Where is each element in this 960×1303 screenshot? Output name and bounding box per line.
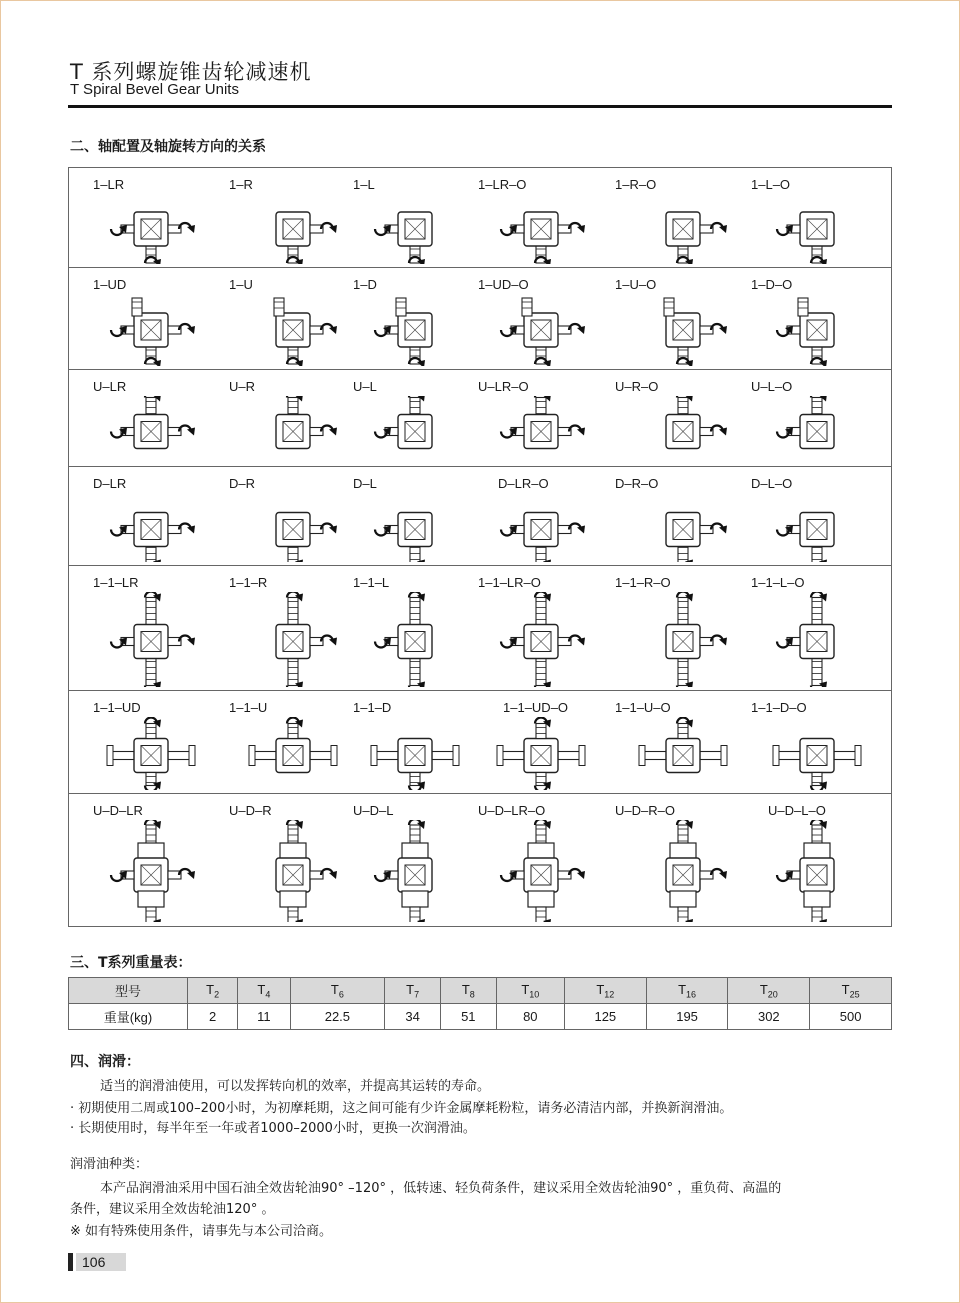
shaft-arrangement-icon bbox=[769, 820, 865, 922]
shaft-arrangement-icon bbox=[103, 493, 199, 562]
shaft-arrangement-icon bbox=[245, 592, 341, 687]
special-conditions-note: ※ 如有特殊使用条件，请事先与本公司洽商。 bbox=[70, 1224, 333, 1239]
config-label: D–LR–O bbox=[498, 476, 549, 491]
config-cell bbox=[353, 168, 483, 267]
config-label: U–D–L bbox=[353, 803, 394, 818]
weight-value-cell: 22.5 bbox=[290, 1004, 385, 1030]
config-label: 1–1–U–O bbox=[615, 700, 671, 715]
config-label: U–L bbox=[353, 379, 377, 394]
config-cell bbox=[229, 566, 359, 690]
lubrication-bullet-longterm: · 长期使用时，每半年至一年或者1000–2000小时，更换一次润滑油。 bbox=[70, 1121, 476, 1136]
config-label: 1–1–U bbox=[229, 700, 268, 715]
model-size: 8 bbox=[469, 989, 475, 1000]
oil-type-line-1: 本产品润滑油采用中国石油全效齿轮油90° –120° ，低转速、轻负荷条件，建议采用全效齿轮油90° ，重负荷、高温的 bbox=[100, 1181, 782, 1196]
config-row bbox=[69, 268, 891, 370]
model-name: T bbox=[206, 981, 215, 997]
config-label: U–D–L–O bbox=[768, 803, 826, 818]
config-cell bbox=[229, 691, 359, 793]
weight-label-cell: 重量(kg) bbox=[69, 1004, 188, 1030]
config-label: 1–1–L bbox=[353, 575, 390, 590]
weight-value-cell: 80 bbox=[496, 1004, 564, 1030]
shaft-arrangement-icon bbox=[103, 820, 199, 922]
config-cell bbox=[615, 566, 745, 690]
page-number: 106 bbox=[76, 1253, 126, 1271]
shaft-configuration-grid bbox=[68, 167, 892, 927]
config-cell bbox=[229, 467, 359, 565]
config-cell bbox=[229, 794, 359, 925]
model-size: 12 bbox=[604, 989, 615, 1000]
config-cell bbox=[478, 467, 608, 565]
config-row bbox=[69, 691, 891, 794]
model-cell bbox=[188, 978, 238, 1004]
config-label: U–L–O bbox=[751, 379, 793, 394]
weight-value-cell: 2 bbox=[188, 1004, 238, 1030]
shaft-arrangement-icon bbox=[769, 493, 865, 562]
config-cell bbox=[353, 268, 483, 369]
config-label: 1–1–R–O bbox=[615, 575, 671, 590]
shaft-arrangement-icon bbox=[367, 820, 463, 922]
config-cell bbox=[353, 691, 483, 793]
weight-table-value-row bbox=[69, 1004, 892, 1030]
model-size: 6 bbox=[338, 989, 344, 1000]
model-cell bbox=[440, 978, 496, 1004]
config-row bbox=[69, 370, 891, 467]
config-label: D–R–O bbox=[615, 476, 659, 491]
config-label: 1–D bbox=[353, 277, 377, 292]
page-title-en: T Spiral Bevel Gear Units bbox=[70, 81, 239, 98]
shaft-arrangement-icon bbox=[245, 717, 341, 790]
section-title-shaft-config: 二、轴配置及轴旋转方向的关系 bbox=[70, 139, 266, 155]
config-row bbox=[69, 467, 891, 566]
config-label: U–LR–O bbox=[478, 379, 529, 394]
model-cell bbox=[646, 978, 728, 1004]
model-cell bbox=[728, 978, 810, 1004]
config-cell bbox=[751, 467, 881, 565]
weight-value-cell: 195 bbox=[646, 1004, 728, 1030]
shaft-arrangement-icon bbox=[367, 294, 463, 366]
title-divider bbox=[68, 105, 892, 108]
model-header-cell: 型号 bbox=[69, 978, 188, 1004]
config-label: U–D–R–O bbox=[615, 803, 675, 818]
config-cell bbox=[93, 168, 223, 267]
config-label: 1–1–LR–O bbox=[478, 575, 541, 590]
config-cell bbox=[751, 794, 881, 925]
config-label: U–D–LR bbox=[93, 803, 143, 818]
weight-value-cell: 302 bbox=[728, 1004, 810, 1030]
config-cell bbox=[353, 370, 483, 466]
model-name: T bbox=[759, 981, 768, 997]
shaft-arrangement-icon bbox=[493, 294, 589, 366]
model-cell bbox=[385, 978, 441, 1004]
config-label: 1–L bbox=[353, 177, 375, 192]
model-cell bbox=[238, 978, 290, 1004]
shaft-arrangement-icon bbox=[493, 820, 589, 922]
config-label: U–LR bbox=[93, 379, 127, 394]
shaft-arrangement-icon bbox=[245, 820, 341, 922]
config-cell bbox=[93, 691, 223, 793]
model-cell bbox=[810, 978, 892, 1004]
config-cell bbox=[478, 691, 608, 793]
shaft-arrangement-icon bbox=[367, 592, 463, 687]
weight-table bbox=[68, 977, 892, 1030]
config-cell bbox=[751, 168, 881, 267]
shaft-arrangement-icon bbox=[103, 592, 199, 687]
oil-type-line-2: 条件，建议采用全效齿轮油120° 。 bbox=[70, 1202, 275, 1217]
model-cell bbox=[564, 978, 646, 1004]
config-label: D–LR bbox=[93, 476, 127, 491]
config-label: 1–1–R bbox=[229, 575, 268, 590]
shaft-arrangement-icon bbox=[245, 294, 341, 366]
config-cell bbox=[478, 268, 608, 369]
config-cell bbox=[751, 370, 881, 466]
config-label: 1–1–D–O bbox=[751, 700, 807, 715]
shaft-arrangement-icon bbox=[493, 194, 589, 264]
shaft-arrangement-icon bbox=[103, 194, 199, 264]
shaft-arrangement-icon bbox=[635, 294, 731, 366]
shaft-arrangement-icon bbox=[769, 396, 865, 463]
config-label: 1–LR–O bbox=[478, 177, 527, 192]
model-name: T bbox=[461, 981, 470, 997]
shaft-arrangement-icon bbox=[103, 717, 199, 790]
config-label: 1–1–D bbox=[353, 700, 392, 715]
page-title-cn: T 系列螺旋锥齿轮减速机 bbox=[70, 60, 312, 84]
shaft-arrangement-icon bbox=[367, 493, 463, 562]
config-label: 1–L–O bbox=[751, 177, 791, 192]
model-size: 2 bbox=[214, 989, 220, 1000]
config-cell bbox=[353, 566, 483, 690]
shaft-arrangement-icon bbox=[245, 396, 341, 463]
shaft-arrangement-icon bbox=[103, 396, 199, 463]
shaft-arrangement-icon bbox=[367, 396, 463, 463]
shaft-arrangement-icon bbox=[367, 717, 463, 790]
config-cell bbox=[615, 370, 745, 466]
config-label: D–L–O bbox=[751, 476, 793, 491]
shaft-arrangement-icon bbox=[635, 592, 731, 687]
config-label: 1–U–O bbox=[615, 277, 657, 292]
config-label: U–R bbox=[229, 379, 256, 394]
section-title-weight-table: 三、T系列重量表： bbox=[70, 955, 192, 971]
model-name: T bbox=[406, 981, 415, 997]
config-label: U–D–R bbox=[229, 803, 272, 818]
config-cell bbox=[229, 168, 359, 267]
config-cell bbox=[615, 168, 745, 267]
shaft-arrangement-icon bbox=[769, 717, 865, 790]
shaft-arrangement-icon bbox=[635, 493, 731, 562]
config-row bbox=[69, 168, 891, 268]
lubrication-intro: 适当的润滑油使用，可以发挥转向机的效率，并提高其运转的寿命。 bbox=[100, 1079, 491, 1094]
shaft-arrangement-icon bbox=[769, 194, 865, 264]
model-size: 7 bbox=[414, 989, 420, 1000]
weight-value-cell: 51 bbox=[440, 1004, 496, 1030]
config-label: D–R bbox=[229, 476, 256, 491]
config-cell bbox=[615, 794, 745, 925]
model-name: T bbox=[521, 981, 530, 997]
config-label: 1–1–LR bbox=[93, 575, 139, 590]
config-label: 1–R–O bbox=[615, 177, 657, 192]
shaft-arrangement-icon bbox=[103, 294, 199, 366]
weight-value-cell: 11 bbox=[238, 1004, 290, 1030]
config-label: D–L bbox=[353, 476, 377, 491]
config-label: 1–UD bbox=[93, 277, 127, 292]
config-cell bbox=[478, 794, 608, 925]
shaft-arrangement-icon bbox=[493, 493, 589, 562]
config-cell bbox=[478, 566, 608, 690]
config-cell bbox=[93, 370, 223, 466]
config-row bbox=[69, 794, 891, 925]
model-name: T bbox=[257, 981, 266, 997]
shaft-arrangement-icon bbox=[635, 194, 731, 264]
model-cell bbox=[496, 978, 564, 1004]
config-cell bbox=[353, 467, 483, 565]
model-size: 16 bbox=[686, 989, 697, 1000]
model-name: T bbox=[596, 981, 605, 997]
page-number-marker bbox=[68, 1253, 73, 1271]
config-label: 1–U bbox=[229, 277, 253, 292]
lubrication-bullet-initial: · 初期使用二周或100–200小时，为初摩耗期，这之间可能有少许金属摩耗粉粒，请务必清洁内部，并换新润滑油。 bbox=[70, 1101, 733, 1116]
config-cell bbox=[93, 467, 223, 565]
config-label: 1–LR bbox=[93, 177, 125, 192]
model-size: 4 bbox=[265, 989, 271, 1000]
config-label: 1–D–O bbox=[751, 277, 793, 292]
config-cell bbox=[353, 794, 483, 925]
config-cell bbox=[751, 268, 881, 369]
shaft-arrangement-icon bbox=[769, 294, 865, 366]
weight-value-cell: 34 bbox=[385, 1004, 441, 1030]
config-cell bbox=[229, 268, 359, 369]
config-cell bbox=[615, 467, 745, 565]
weight-value-cell: 500 bbox=[810, 1004, 892, 1030]
weight-table-header-row bbox=[69, 978, 892, 1004]
section-title-lubrication: 四、润滑： bbox=[70, 1054, 140, 1070]
config-cell bbox=[751, 691, 881, 793]
model-name: T bbox=[678, 981, 687, 997]
config-label: 1–1–L–O bbox=[751, 575, 805, 590]
model-size: 25 bbox=[849, 989, 860, 1000]
shaft-arrangement-icon bbox=[769, 592, 865, 687]
shaft-arrangement-icon bbox=[493, 717, 589, 790]
config-label: 1–1–UD–O bbox=[503, 700, 569, 715]
config-cell bbox=[93, 268, 223, 369]
model-name: T bbox=[841, 981, 850, 997]
shaft-arrangement-icon bbox=[367, 194, 463, 264]
shaft-arrangement-icon bbox=[245, 194, 341, 264]
config-cell bbox=[751, 566, 881, 690]
shaft-arrangement-icon bbox=[493, 396, 589, 463]
config-label: 1–R bbox=[229, 177, 253, 192]
shaft-arrangement-icon bbox=[493, 592, 589, 687]
config-cell bbox=[229, 370, 359, 466]
shaft-arrangement-icon bbox=[245, 493, 341, 562]
config-label: U–D–LR–O bbox=[478, 803, 546, 818]
config-cell bbox=[615, 268, 745, 369]
shaft-arrangement-icon bbox=[635, 717, 731, 790]
model-cell bbox=[290, 978, 385, 1004]
config-row bbox=[69, 566, 891, 691]
config-cell bbox=[615, 691, 745, 793]
model-name: T bbox=[330, 981, 339, 997]
config-label: U–R–O bbox=[615, 379, 659, 394]
shaft-arrangement-icon bbox=[635, 820, 731, 922]
weight-value-cell: 125 bbox=[564, 1004, 646, 1030]
config-cell bbox=[93, 566, 223, 690]
shaft-arrangement-icon bbox=[635, 396, 731, 463]
model-size: 20 bbox=[767, 989, 778, 1000]
config-cell bbox=[478, 168, 608, 267]
model-size: 10 bbox=[529, 989, 540, 1000]
config-cell bbox=[478, 370, 608, 466]
config-label: 1–1–UD bbox=[93, 700, 141, 715]
oil-type-title: 润滑油种类： bbox=[70, 1157, 149, 1172]
config-cell bbox=[93, 794, 223, 925]
config-label: 1–UD–O bbox=[478, 277, 529, 292]
